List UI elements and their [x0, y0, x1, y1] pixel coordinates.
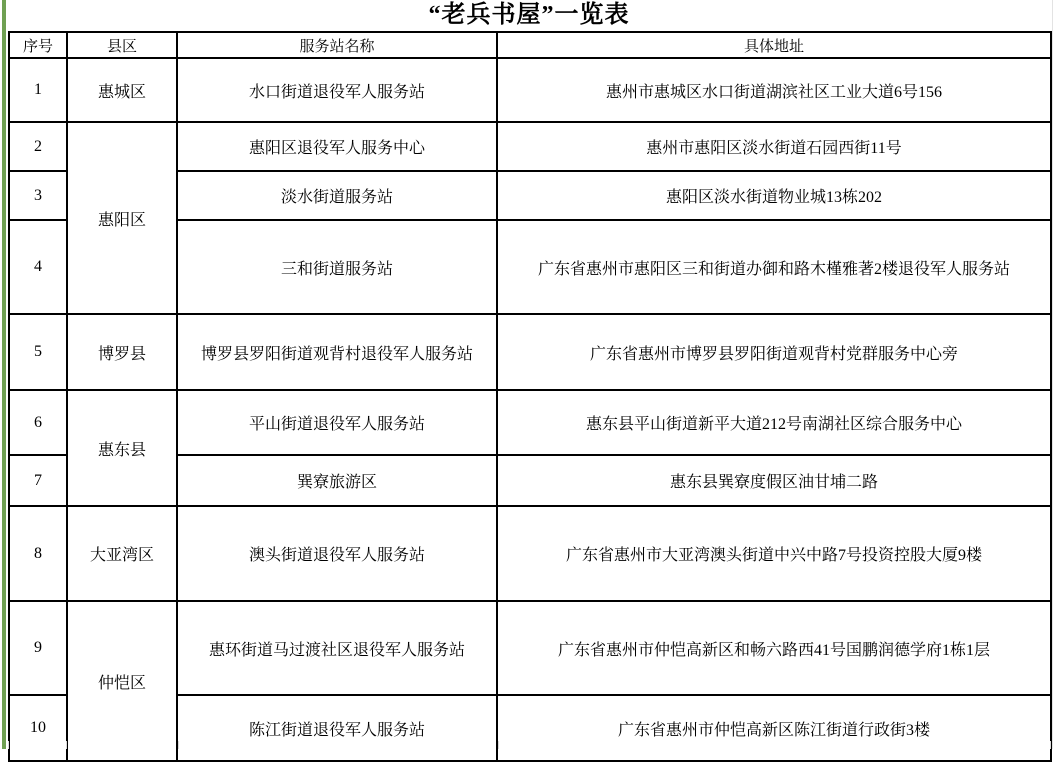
address-cell: 惠州市惠城区水口街道湖滨社区工业大道6号156 [497, 58, 1051, 122]
table-row [9, 601, 1051, 695]
sheet-gridline [178, 741, 179, 749]
station-cell: 巽寮旅游区 [177, 455, 497, 506]
address-cell: 广东省惠州市惠阳区三和街道办御和路木槿雅著2楼退役军人服务站 [497, 220, 1051, 314]
row-number-cell: 1 [9, 58, 67, 122]
row-number-cell: 10 [9, 695, 67, 761]
address-cell: 广东省惠州市仲恺高新区陈江街道行政街3楼 [497, 695, 1051, 761]
station-cell: 陈江街道退役军人服务站 [177, 695, 497, 761]
row-number-cell: 3 [9, 171, 67, 220]
station-cell: 三和街道服务站 [177, 220, 497, 314]
address-cell: 惠东县平山街道新平大道212号南湖社区综合服务中心 [497, 390, 1051, 455]
table-title: “老兵书屋”一览表 [428, 2, 630, 28]
column-header-county: 县区 [67, 32, 177, 58]
county-cell: 惠阳区 [67, 122, 177, 314]
column-header-station: 服务站名称 [177, 32, 497, 58]
sheet-gridline [498, 741, 499, 749]
sheet-gridline-right [1052, 0, 1053, 749]
table-row [9, 390, 1051, 455]
address-cell: 广东省惠州市仲恺高新区和畅六路西41号国鹏润德学府1栋1层 [497, 601, 1051, 695]
address-cell: 广东省惠州市博罗县罗阳街道观背村党群服务中心旁 [497, 314, 1051, 390]
address-cell: 广东省惠州市大亚湾澳头街道中兴中路7号投资控股大厦9楼 [497, 506, 1051, 601]
row-number-cell: 2 [9, 122, 67, 171]
column-header-address: 具体地址 [497, 32, 1051, 58]
station-cell: 澳头街道退役军人服务站 [177, 506, 497, 601]
table-row [9, 314, 1051, 390]
county-cell: 惠城区 [67, 58, 177, 122]
station-cell: 惠阳区退役军人服务中心 [177, 122, 497, 171]
row-number-cell: 7 [9, 455, 67, 506]
sheet-gridline [66, 741, 67, 749]
county-cell: 惠东县 [67, 390, 177, 506]
table-row [9, 506, 1051, 601]
page-break-green-edge [2, 0, 6, 749]
address-cell: 惠东县巽寮度假区油甘埔二路 [497, 455, 1051, 506]
spreadsheet-area [8, 0, 1050, 762]
station-cell: 水口街道退役军人服务站 [177, 58, 497, 122]
sheet-gridline [8, 741, 9, 749]
station-cell: 淡水街道服务站 [177, 171, 497, 220]
table-row [9, 58, 1051, 122]
sheet-gridline [1050, 741, 1051, 749]
address-cell: 惠阳区淡水街道物业城13栋202 [497, 171, 1051, 220]
county-cell: 博罗县 [67, 314, 177, 390]
table-row [9, 122, 1051, 171]
station-cell: 博罗县罗阳街道观背村退役军人服务站 [177, 314, 497, 390]
row-number-cell: 4 [9, 220, 67, 314]
row-number-cell: 8 [9, 506, 67, 601]
station-cell: 平山街道退役军人服务站 [177, 390, 497, 455]
veterans-bookhouse-table [8, 31, 1052, 762]
header-row [9, 32, 1051, 58]
station-cell: 惠环街道马过渡社区退役军人服务站 [177, 601, 497, 695]
county-cell: 仲恺区 [67, 601, 177, 761]
county-cell: 大亚湾区 [67, 506, 177, 601]
row-number-cell: 9 [9, 601, 67, 695]
address-cell: 惠州市惠阳区淡水街道石园西街11号 [497, 122, 1051, 171]
row-number-cell: 6 [9, 390, 67, 455]
row-number-cell: 5 [9, 314, 67, 390]
column-header-no: 序号 [9, 32, 67, 58]
